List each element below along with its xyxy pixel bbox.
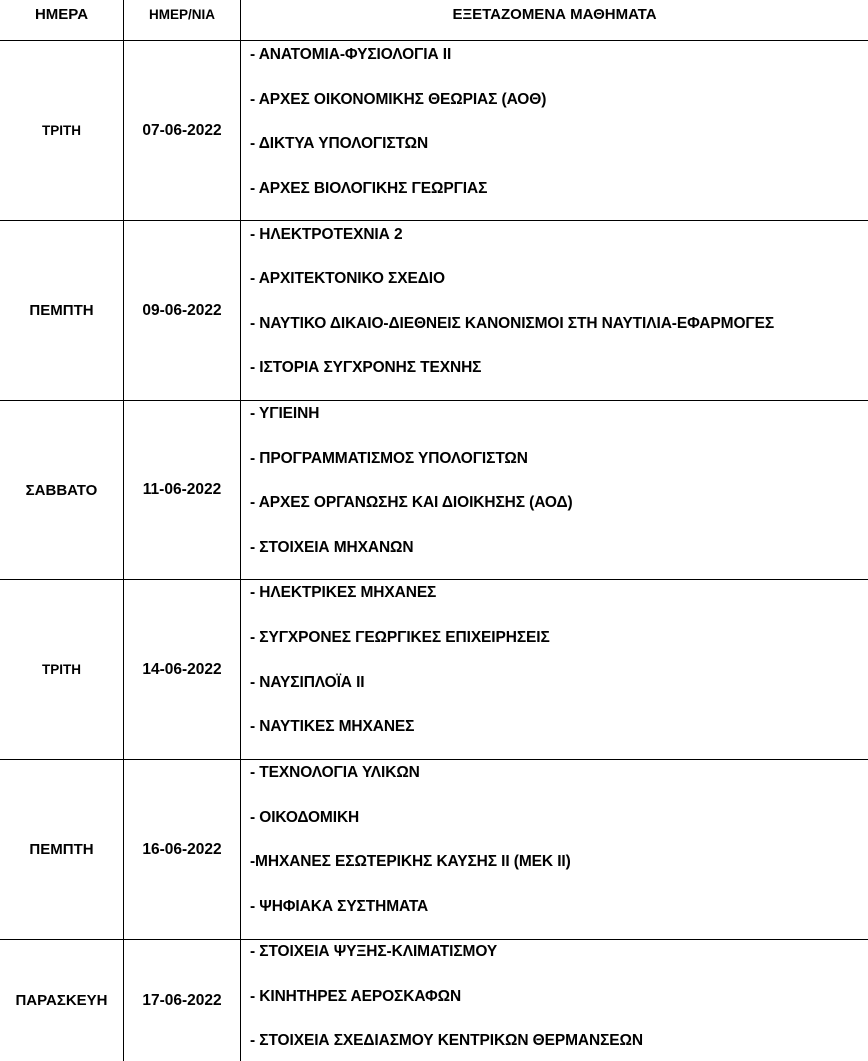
subject-item: - ΥΓΙΕΙΝΗ — [250, 405, 320, 422]
subject-item: - ΝΑΥΤΙΚΟ ΔΙΚΑΙΟ-ΔΙΕΘΝΕΙΣ ΚΑΝΟΝΙΣΜΟΙ ΣΤΗ ΝΑΥΤΙΛΙΑ-ΕΦΑΡΜΟΓΕΣ — [250, 315, 775, 332]
header-day: ΗΜΕΡΑ — [34, 5, 89, 23]
subject-item: - ΚΙΝΗΤΗΡΕΣ ΑΕΡΟΣΚΑΦΩΝ — [250, 988, 462, 1005]
subject-item: -ΜΗΧΑΝΕΣ ΕΣΩΤΕΡΙΚΗΣ ΚΑΥΣΗΣ ΙΙ (ΜΕΚ ΙΙ) — [250, 853, 571, 870]
subject-item: - ΟΙΚΟΔΟΜΙΚΗ — [250, 809, 360, 826]
table-row — [0, 401, 868, 579]
table-row — [0, 41, 868, 220]
header-subjects: ΕΞΕΤΑΖΟΜΕΝΑ ΜΑΘΗΜΑΤΑ — [452, 5, 657, 23]
subject-item: - ΗΛΕΚΤΡΟΤΕΧΝΙΑ 2 — [250, 226, 403, 243]
subject-item: - ΗΛΕΚΤΡΙΚΕΣ ΜΗΧΑΝΕΣ — [250, 584, 437, 601]
date-cell: 17-06-2022 — [142, 991, 222, 1009]
subject-item: - ΤΕΧΝΟΛΟΓΙΑ ΥΛΙΚΩΝ — [250, 764, 420, 781]
table-row — [0, 221, 868, 400]
subject-item: - ΔΙΚΤΥΑ ΥΠΟΛΟΓΙΣΤΩΝ — [250, 135, 429, 152]
subject-item: - ΨΗΦΙΑΚΑ ΣΥΣΤΗΜΑΤΑ — [250, 898, 429, 915]
subject-item: - ΝΑΥΤΙΚΕΣ ΜΗΧΑΝΕΣ — [250, 718, 415, 735]
subject-item: - ΝΑΥΣΙΠΛΟΪΑ ΙΙ — [250, 674, 365, 691]
table-row — [0, 580, 868, 759]
subject-item: - ΑΡΧΕΣ ΟΡΓΑΝΩΣΗΣ ΚΑΙ ΔΙΟΙΚΗΣΗΣ (ΑΟΔ) — [250, 494, 573, 511]
table-row — [0, 760, 868, 939]
day-cell: ΠΕΜΠΤΗ — [29, 841, 94, 858]
subject-item: - ΑΝΑΤΟΜΙΑ-ΦΥΣΙΟΛΟΓΙΑ ΙΙ — [250, 46, 452, 63]
date-cell: 07-06-2022 — [142, 121, 222, 139]
subject-item: - ΑΡΧΕΣ ΟΙΚΟΝΟΜΙΚΗΣ ΘΕΩΡΙΑΣ (ΑΟΘ) — [250, 91, 547, 108]
subject-item: - ΣΥΓΧΡΟΝΕΣ ΓΕΩΡΓΙΚΕΣ ΕΠΙΧΕΙΡΗΣΕΙΣ — [250, 629, 550, 646]
day-cell: ΤΡΙΤΗ — [42, 662, 81, 677]
subject-item: - ΠΡΟΓΡΑΜΜΑΤΙΣΜΟΣ ΥΠΟΛΟΓΙΣΤΩΝ — [250, 450, 528, 467]
date-cell: 16-06-2022 — [142, 840, 222, 858]
subject-item: - ΣΤΟΙΧΕΙΑ ΜΗΧΑΝΩΝ — [250, 539, 414, 556]
date-cell: 09-06-2022 — [142, 301, 222, 319]
day-cell: ΠΕΜΠΤΗ — [29, 302, 94, 319]
date-cell: 11-06-2022 — [142, 481, 222, 498]
date-cell: 14-06-2022 — [142, 660, 222, 678]
subject-item: - ΙΣΤΟΡΙΑ ΣΥΓΧΡΟΝΗΣ ΤΕΧΝΗΣ — [250, 359, 482, 376]
subject-item: - ΣΤΟΙΧΕΙΑ ΨΥΞΗΣ-ΚΛΙΜΑΤΙΣΜΟΥ — [250, 943, 498, 960]
subject-item: - ΣΤΟΙΧΕΙΑ ΣΧΕΔΙΑΣΜΟΥ ΚΕΝΤΡΙΚΩΝ ΘΕΡΜΑΝΣΕΩΝ — [250, 1032, 643, 1049]
header-date: ΗΜΕΡ/ΝΙΑ — [148, 6, 215, 22]
day-cell: ΠΑΡΑΣΚΕΥΗ — [15, 992, 108, 1009]
day-cell: ΣΑΒΒΑΤΟ — [25, 481, 98, 499]
subject-item: - ΑΡΧΙΤΕΚΤΟΝΙΚΟ ΣΧΕΔΙΟ — [250, 270, 445, 287]
day-cell: ΤΡΙΤΗ — [42, 123, 81, 138]
subject-item: - ΑΡΧΕΣ ΒΙΟΛΟΓΙΚΗΣ ΓΕΩΡΓΙΑΣ — [250, 180, 488, 197]
table-row — [0, 940, 868, 1061]
